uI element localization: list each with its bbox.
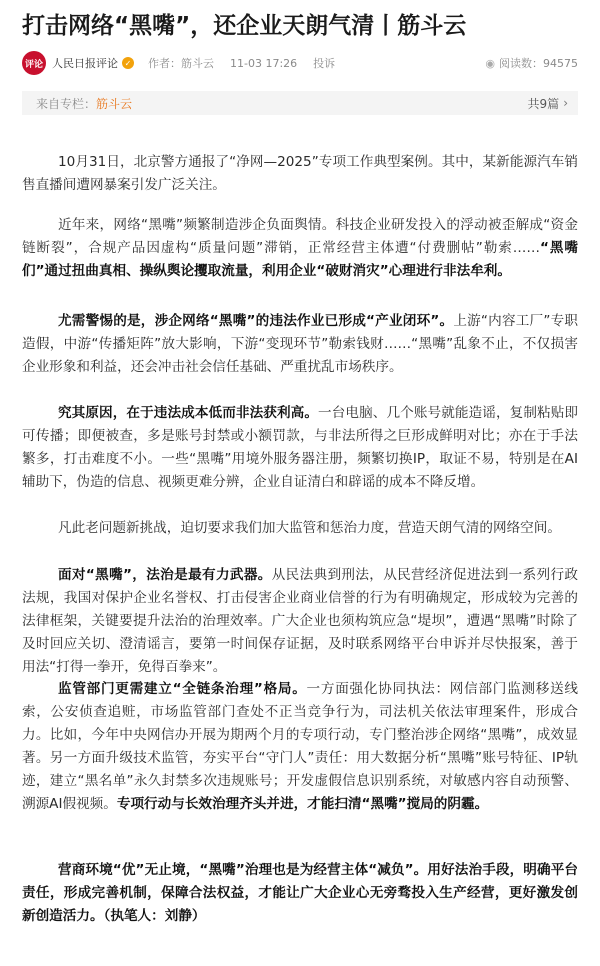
bold-text: 监管部门更需建立“全链条治理”格局。 — [58, 681, 307, 697]
verified-icon: ✓ — [122, 57, 134, 69]
paragraph-2 — [22, 214, 578, 283]
paragraph-3 — [22, 310, 578, 379]
bold-text: 面对“黑嘴”，法治是最有力武器。 — [58, 567, 272, 583]
column-banner[interactable] — [22, 91, 578, 115]
bold-text: 营商环境“优”无止境，“黑嘴”治理也是为经营主体“减负”。用好法治手段，明确平台责任，形成完善机制，保障合法权益，才能让广大企业心无旁骛投入生产经营，更好激发创新创造活力。（执笔人：刘静） — [22, 862, 578, 924]
column-name[interactable]: 筋斗云 — [96, 96, 133, 111]
view-count — [485, 55, 578, 71]
bold-text: “黑嘴们”通过扭曲真相、操纵舆论攫取流量，利用企业“破财消灾”心理进行非法牟利。 — [22, 240, 578, 279]
bold-text: 专项行动与长效治理齐头并进，才能扫清“黑嘴”搅局的阴霾。 — [116, 796, 489, 812]
article-meta — [22, 50, 578, 76]
article-title: 打击网络“黑嘴”，还企业天朗气清丨筋斗云 — [22, 13, 467, 39]
chevron-right-icon: › — [563, 96, 568, 110]
paragraph-8 — [22, 859, 578, 928]
paragraph-1 — [22, 151, 578, 197]
paragraph-4 — [22, 402, 578, 494]
eye-icon: ◉ — [485, 56, 495, 70]
body-text: 一台电脑、几个账号就能造谣，复制粘贴即可传播；即便被查，多是账号封禁或小额罚款，与非法所得之巨形成鲜明对比；亦在于手法繁多，打击难度不小。一些“黑嘴”用境外服务器注册，频繁切换IP，取证不易，特别是在AI辅助下，伪造的信息、视频更难分辨，企业自证清白和辟谣的成本不降反增。 — [22, 405, 578, 490]
bold-text: 尤需警惕的是，涉企网络“黑嘴”的违法作业已形成“产业闭环”。 — [58, 313, 454, 329]
bold-text: 究其原因，在于违法成本低而非法获利高。 — [58, 405, 319, 421]
views-label: 阅读数： — [499, 57, 543, 70]
column-count-text: 共9篇 — [527, 96, 560, 111]
avatar[interactable]: 评论 — [22, 51, 46, 75]
column-label: 来自专栏： — [36, 96, 97, 111]
publish-date: 11-03 17:26 — [230, 56, 298, 70]
body-text: 一方面强化协同执法：网信部门监测移送线索，公安侦查追赃，市场监管部门查处不正当竞争行为，司法机关依法审理案件，形成合力。比如，今年中央网信办开展为期两个月的专项行动，专门整治涉企网络“黑嘴”，成效显著。另一方面升级技术监管，夯实平台“守门人”责任：用大数据分析“黑嘴”账号特征、IP轨迹，建立“黑名单”永久封禁多次违规账号；开发虚假信息识别系统，对敏感内容自动预警、溯源AI假视频。 — [22, 681, 578, 812]
paragraph-6 — [22, 564, 578, 679]
paragraph-5 — [22, 517, 578, 540]
body-text: 10月31日，北京警方通报了“净网—2025”专项工作典型案例。其中，某新能源汽车销售直播间遭网暴案引发广泛关注。 — [22, 154, 578, 193]
body-text: 凡此老问题新挑战，迫切要求我们加大监管和惩治力度，营造天朗气清的网络空间。 — [58, 520, 561, 536]
source-name[interactable]: 人民日报评论 — [52, 57, 118, 70]
column-count[interactable] — [528, 95, 568, 112]
paragraph-7 — [22, 678, 578, 816]
author-name[interactable]: 筋斗云 — [181, 57, 214, 70]
report-link[interactable]: 投诉 — [313, 57, 336, 70]
views-value: 94575 — [543, 56, 578, 70]
body-text: 上游“内容工厂”专职造假，中游“传播矩阵”放大影响，下游“变现环节”勒索钱财……“黑嘴”乱象不止，不仅损害企业形象和利益，还会冲击社会信任基础、严重扰乱市场秩序。 — [22, 313, 578, 375]
body-text: 近年来，网络“黑嘴”频繁制造涉企负面舆情。科技企业研发投入的浮动被歪解成“资金链断裂”，合规产品因虚构“质量问题”滞销，正常经营主体遭“付费删帖”勒索…… — [22, 217, 578, 256]
body-text: 从民法典到刑法，从民营经济促进法到一系列行政法规，我国对保护企业名誉权、打击侵害企业商业信誉的行为有明确规定，形成较为完善的法律框架，关键要提升法治的治理效率。广大企业也须构筑应急“堤坝”，遭遇“黑嘴”时除了及时回应关切、澄清谣言，要第一时间保存证据，及时联系网络平台申诉并尽快报案，善于用法“打得一拳开，免得百拳来”。 — [22, 567, 579, 675]
author-label: 作者： — [148, 57, 181, 70]
